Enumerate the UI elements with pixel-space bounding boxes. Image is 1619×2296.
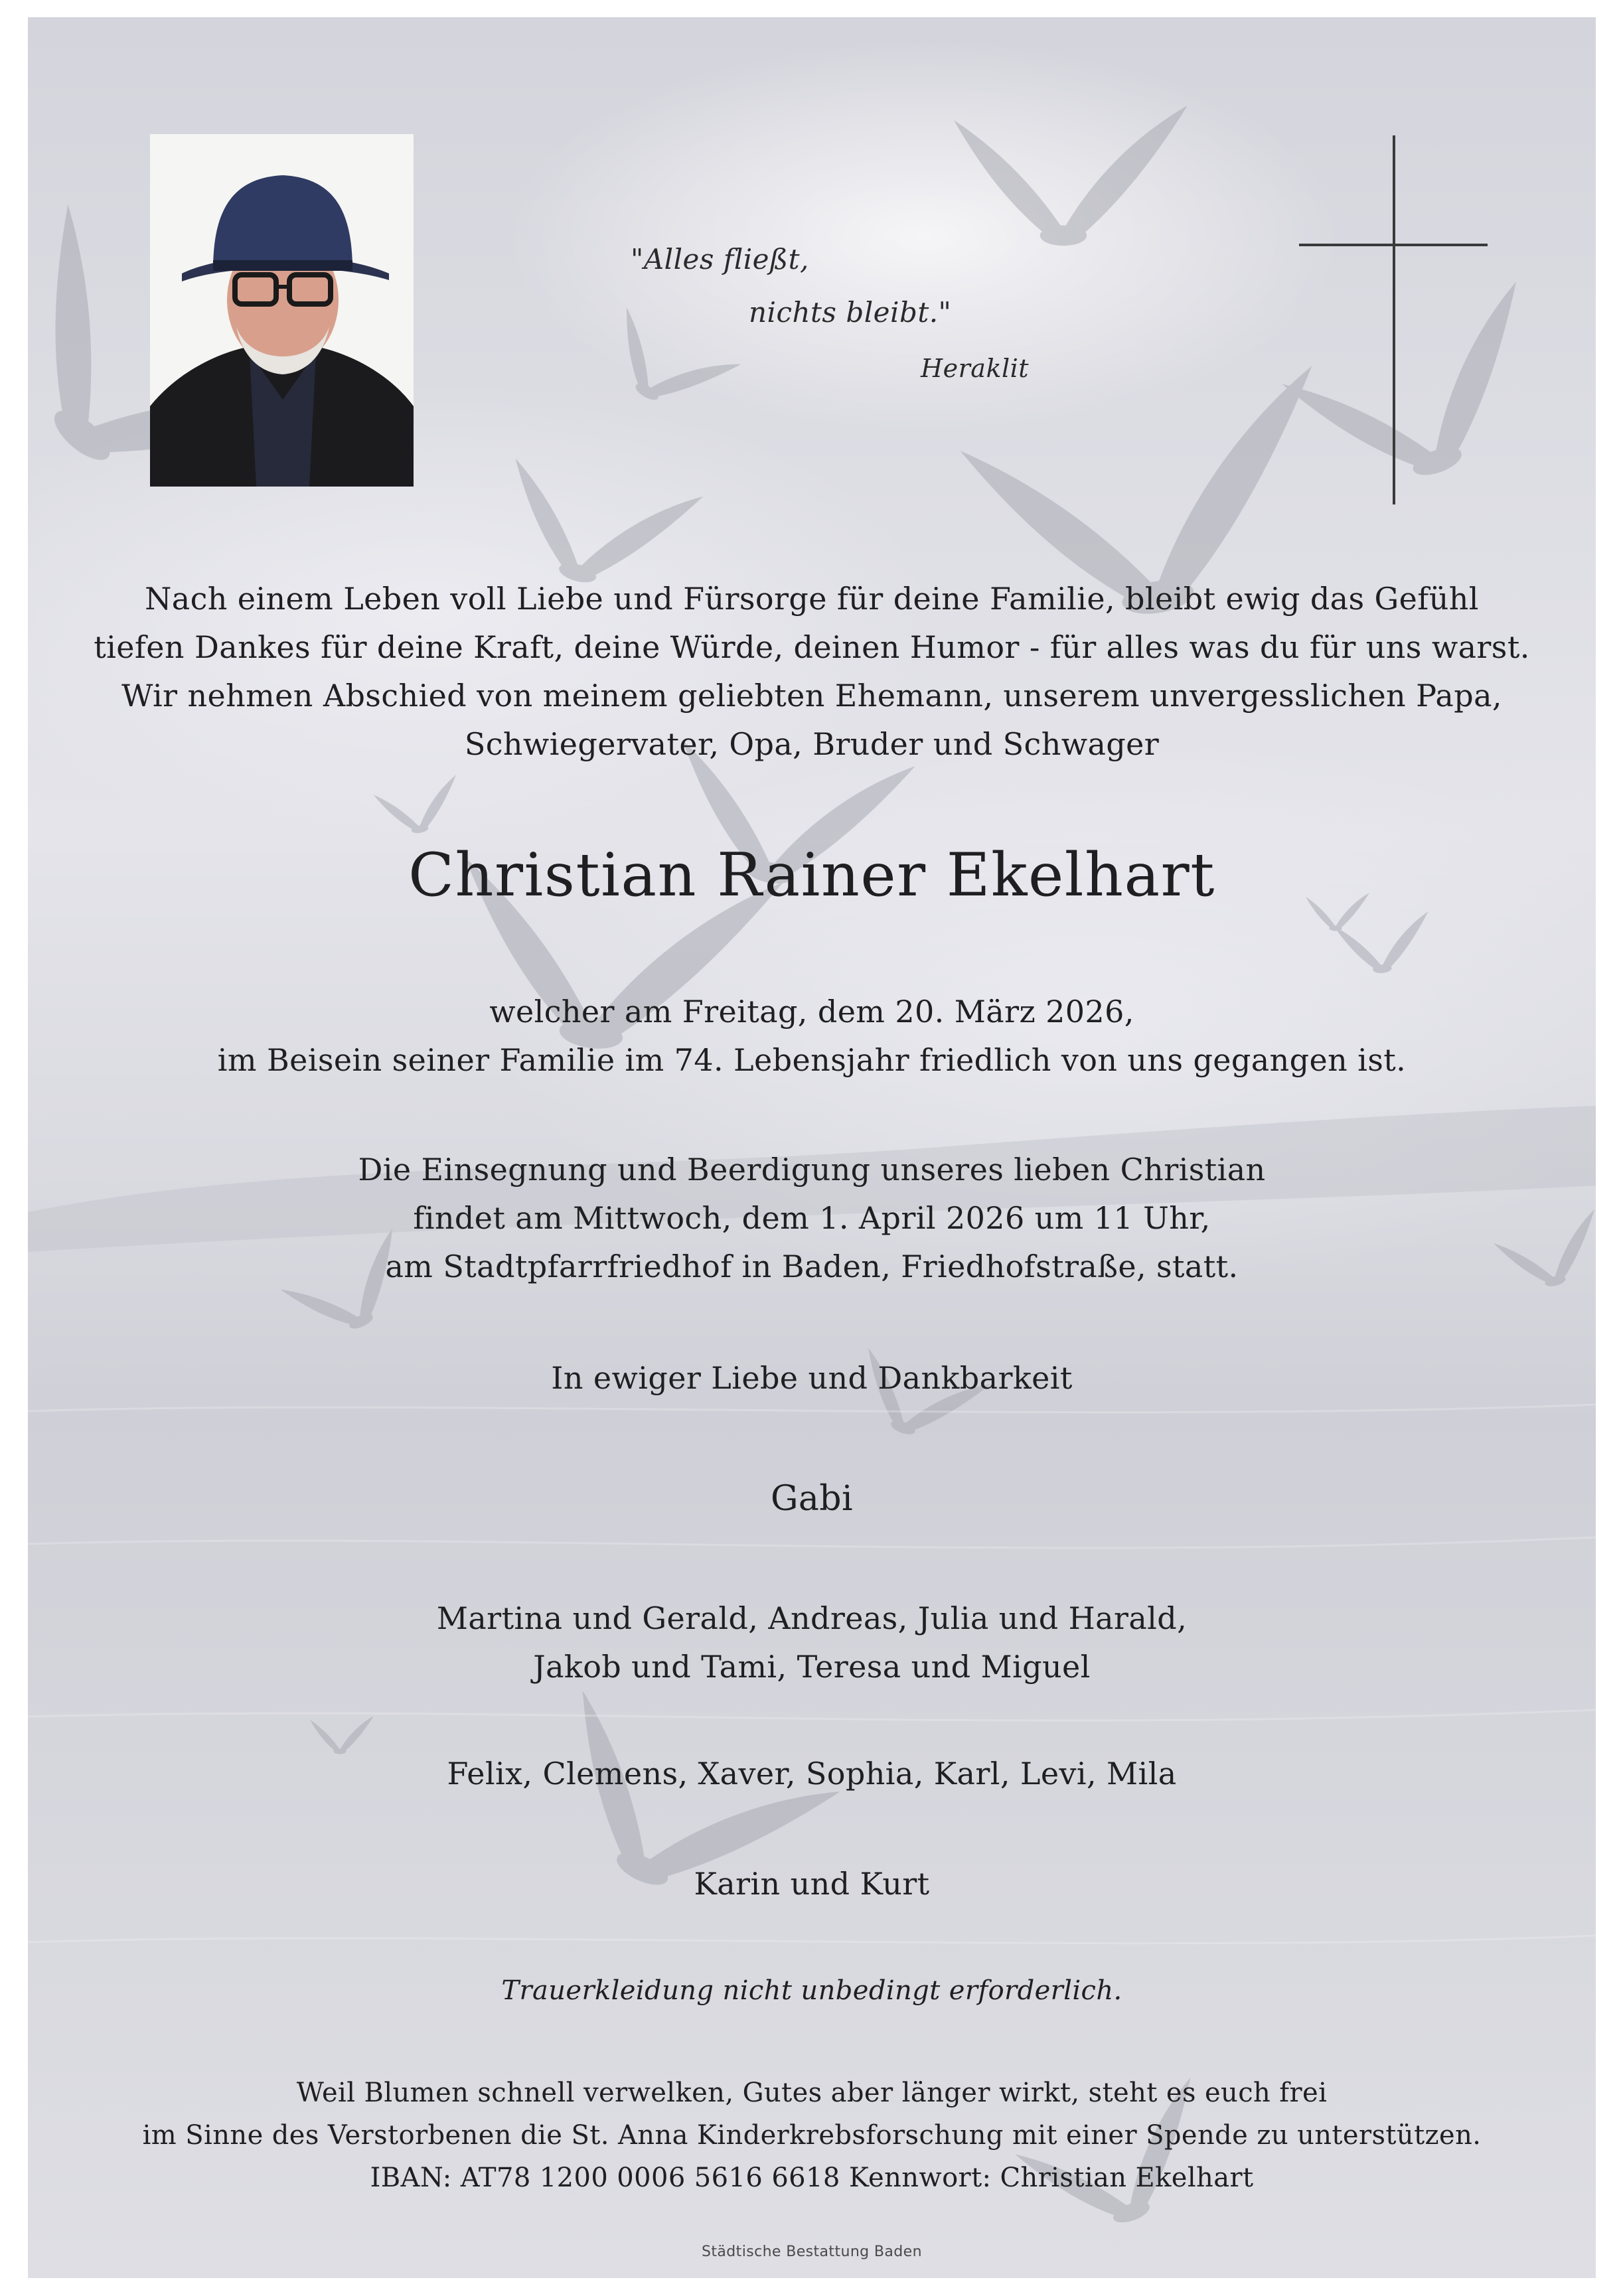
donation-note	[28, 2072, 1596, 2199]
siblings-names: Karin und Kurt	[694, 1866, 930, 1902]
closing-phrase: In ewiger Liebe und Dankbarkeit	[551, 1360, 1073, 1396]
children-line: Martina und Gerald, Andreas, Julia und Harald,	[436, 1600, 1188, 1636]
cross-icon	[1299, 135, 1488, 504]
grandchildren-names: Felix, Clemens, Xaver, Sophia, Karl, Levi, Mila	[447, 1756, 1177, 1792]
children-line: Jakob und Tami, Teresa und Miguel	[533, 1649, 1091, 1685]
donation-line: Weil Blumen schnell verwelken, Gutes aber länger wirkt, steht es euch frei	[296, 2078, 1328, 2108]
deceased-name: Christian Rainer Ekelhart	[408, 840, 1215, 910]
funeral-line: Die Einsegnung und Beerdigung unseres lieben Christian	[358, 1152, 1266, 1187]
wife-name: Gabi	[770, 1479, 854, 1519]
children-names	[28, 1594, 1596, 1691]
funeral-home-footer: Städtische Bestattung Baden	[702, 2244, 922, 2260]
dress-code-note: Trauerkleidung nicht unbedingt erforderlich.	[501, 1975, 1122, 2006]
funeral-line: am Stadtpfarrfriedhof in Baden, Friedhofstraße, statt.	[385, 1249, 1239, 1284]
portrait-photo	[150, 134, 414, 487]
intro-line: Nach einem Leben voll Liebe und Fürsorge für deine Familie, bleibt ewig das Gefühl	[145, 581, 1479, 617]
death-notice	[28, 988, 1596, 1085]
intro-line: tiefen Dankes für deine Kraft, deine Würde, deinen Humor - für alles was du für uns warst.	[94, 629, 1530, 665]
funeral-details	[28, 1146, 1596, 1291]
death-line: im Beisein seiner Familie im 74. Lebensjahr friedlich von uns gegangen ist.	[217, 1042, 1407, 1078]
obituary-sheet	[28, 17, 1596, 2278]
funeral-line: findet am Mittwoch, dem 1. April 2026 um 11 Uhr,	[413, 1200, 1211, 1236]
death-line: welcher am Freitag, dem 20. März 2026,	[489, 994, 1134, 1030]
quote-line-2: nichts bleibt."	[749, 296, 952, 329]
quote-line-1: "Alles fließt,	[631, 243, 809, 275]
intro-line: Wir nehmen Abschied von meinem geliebten Ehemann, unserem unvergesslichen Papa,	[121, 678, 1502, 714]
intro-text	[28, 575, 1596, 769]
intro-line: Schwiegervater, Opa, Bruder und Schwager	[464, 726, 1160, 762]
quote-author: Heraklit	[921, 354, 1030, 383]
donation-iban: IBAN: AT78 1200 0006 5616 6618 Kennwort: Christian Ekelhart	[370, 2163, 1254, 2193]
donation-line: im Sinne des Verstorbenen die St. Anna Kinderkrebsforschung mit einer Spende zu unterstützen.	[142, 2120, 1482, 2151]
